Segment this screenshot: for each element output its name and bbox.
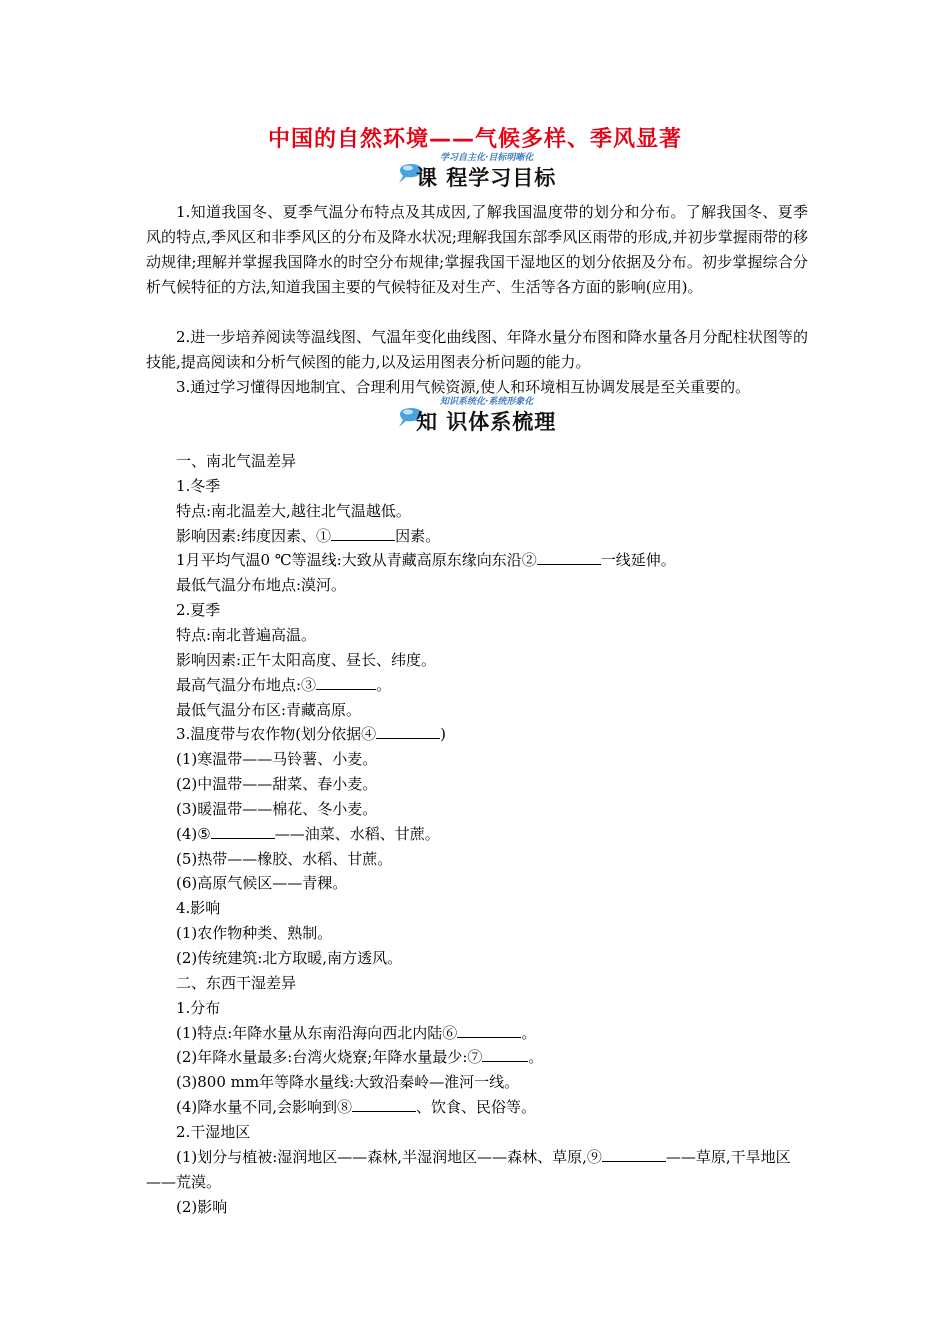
outline-line: 特点:南北温差大,越往北气温越低。 — [176, 501, 411, 520]
outline-line: 1月平均气温0 ℃等温线:大致从青藏高原东缘向东沿② 一线延伸。 — [176, 551, 676, 570]
outline-line: (2)年降水量最多:台湾火烧寮;年降水量最少:⑦ 。 — [176, 1048, 544, 1067]
outline-line: 影响因素:正午太阳高度、昼长、纬度。 — [176, 650, 437, 669]
outline-line: (1)农作物种类、熟制。 — [176, 924, 333, 943]
outline-line: 3.温度带与农作物(划分依据④ ) — [176, 725, 447, 744]
outline-line: (3)暖温带——棉花、冬小麦。 — [176, 799, 378, 818]
outline-line: (1)寒温带——马铃薯、小麦。 — [176, 750, 378, 769]
outline-line: 最高气温分布地点:③ 。 — [176, 675, 392, 694]
outline-line: (6)高原气候区——青稞。 — [176, 874, 348, 893]
outline-line: (2)中温带——甜菜、春小麦。 — [176, 775, 378, 794]
section-banner-objectives — [396, 152, 596, 192]
fill-in-blank[interactable] — [331, 525, 395, 541]
outline-line: 最低气温分布地点:漠河。 — [176, 576, 347, 595]
outline-line: 影响因素:纬度因素、① 因素。 — [176, 526, 441, 545]
outline-line: 2.夏季 — [176, 601, 221, 620]
banner-tagline: 学习自主化·目标明晰化 — [440, 153, 534, 163]
fill-in-blank[interactable] — [602, 1146, 666, 1162]
objective-paragraph: 2.进一步培养阅读等温线图、气温年变化曲线图、年降水量分布图和降水量各月分配柱状图等的技能,提高阅读和分析气候图的能力,以及运用图表分析问题的能力。 — [146, 328, 808, 371]
outline-line: (4)⑤ ——油菜、水稻、甘蔗。 — [176, 824, 440, 843]
banner-label: 课 程学习目标 — [416, 166, 557, 190]
fill-in-blank[interactable] — [537, 549, 601, 565]
outline-line: (2)影响 — [176, 1198, 228, 1216]
outline-line: 1.分布 — [176, 998, 221, 1017]
fill-in-blank[interactable] — [316, 674, 376, 690]
outline-line: 最低气温分布区:青藏高原。 — [176, 700, 362, 719]
outline-line: (2)传统建筑:北方取暖,南方透风。 — [176, 949, 403, 967]
outline-line: 特点:南北普遍高温。 — [176, 625, 317, 644]
outline-line: 4.影响 — [176, 899, 221, 918]
fill-in-blank[interactable] — [457, 1022, 521, 1038]
outline-line: 2.干湿地区 — [176, 1122, 251, 1141]
outline-line: (1)特点:年降水量从东南沿海向西北内陆⑥ 。 — [176, 1023, 537, 1042]
banner-tagline: 知识系统化·系统形象化 — [440, 397, 534, 407]
fill-in-blank[interactable] — [482, 1046, 528, 1062]
outline-line: 一、南北气温差异 — [176, 452, 297, 470]
outline-line: (3)800 mm年等降水量线:大致沿秦岭—淮河一线。 — [176, 1073, 520, 1092]
section-banner-knowledge — [396, 396, 596, 436]
fill-in-blank[interactable] — [211, 823, 275, 839]
fill-in-blank[interactable] — [352, 1096, 416, 1112]
objective-paragraph: 1.知道我国冬、夏季气温分布特点及其成因,了解我国温度带的划分和分布。了解我国冬、夏季风的特点,季风区和非季风区的分布及降水状况;理解我国东部季风区雨带的形成,并初步掌握雨带的移动规律;理解并掌握我国降水的时空分布规律;掌握我国干湿地区的划分依据及分布。初步掌握综合分析气候特征的方法,知道我国主要的气候特征及对生产、生活等各方面的影响(应用)。 — [146, 203, 808, 296]
outline-line: (5)热带——橡胶、水稻、甘蔗。 — [176, 849, 393, 868]
banner-label: 知 识体系梳理 — [416, 410, 557, 434]
objective-paragraph: 3.通过学习懂得因地制宜、合理利用气候资源,使人和环境相互协调发展是至关重要的。 — [176, 378, 751, 396]
page-title: 中国的自然环境——气候多样、季风显著 — [267, 127, 682, 152]
outline-line: 1.冬季 — [176, 476, 221, 495]
outline-line: (1)划分与植被:湿润地区——森林,半湿润地区——森林、草原,⑨ ——草原,干旱地区——荒漠。 — [146, 1148, 791, 1191]
outline-line: 二、东西干湿差异 — [176, 973, 297, 992]
outline-line: (4)降水量不同,会影响到⑧ 、饮食、民俗等。 — [176, 1098, 537, 1117]
fill-in-blank[interactable] — [376, 723, 440, 739]
